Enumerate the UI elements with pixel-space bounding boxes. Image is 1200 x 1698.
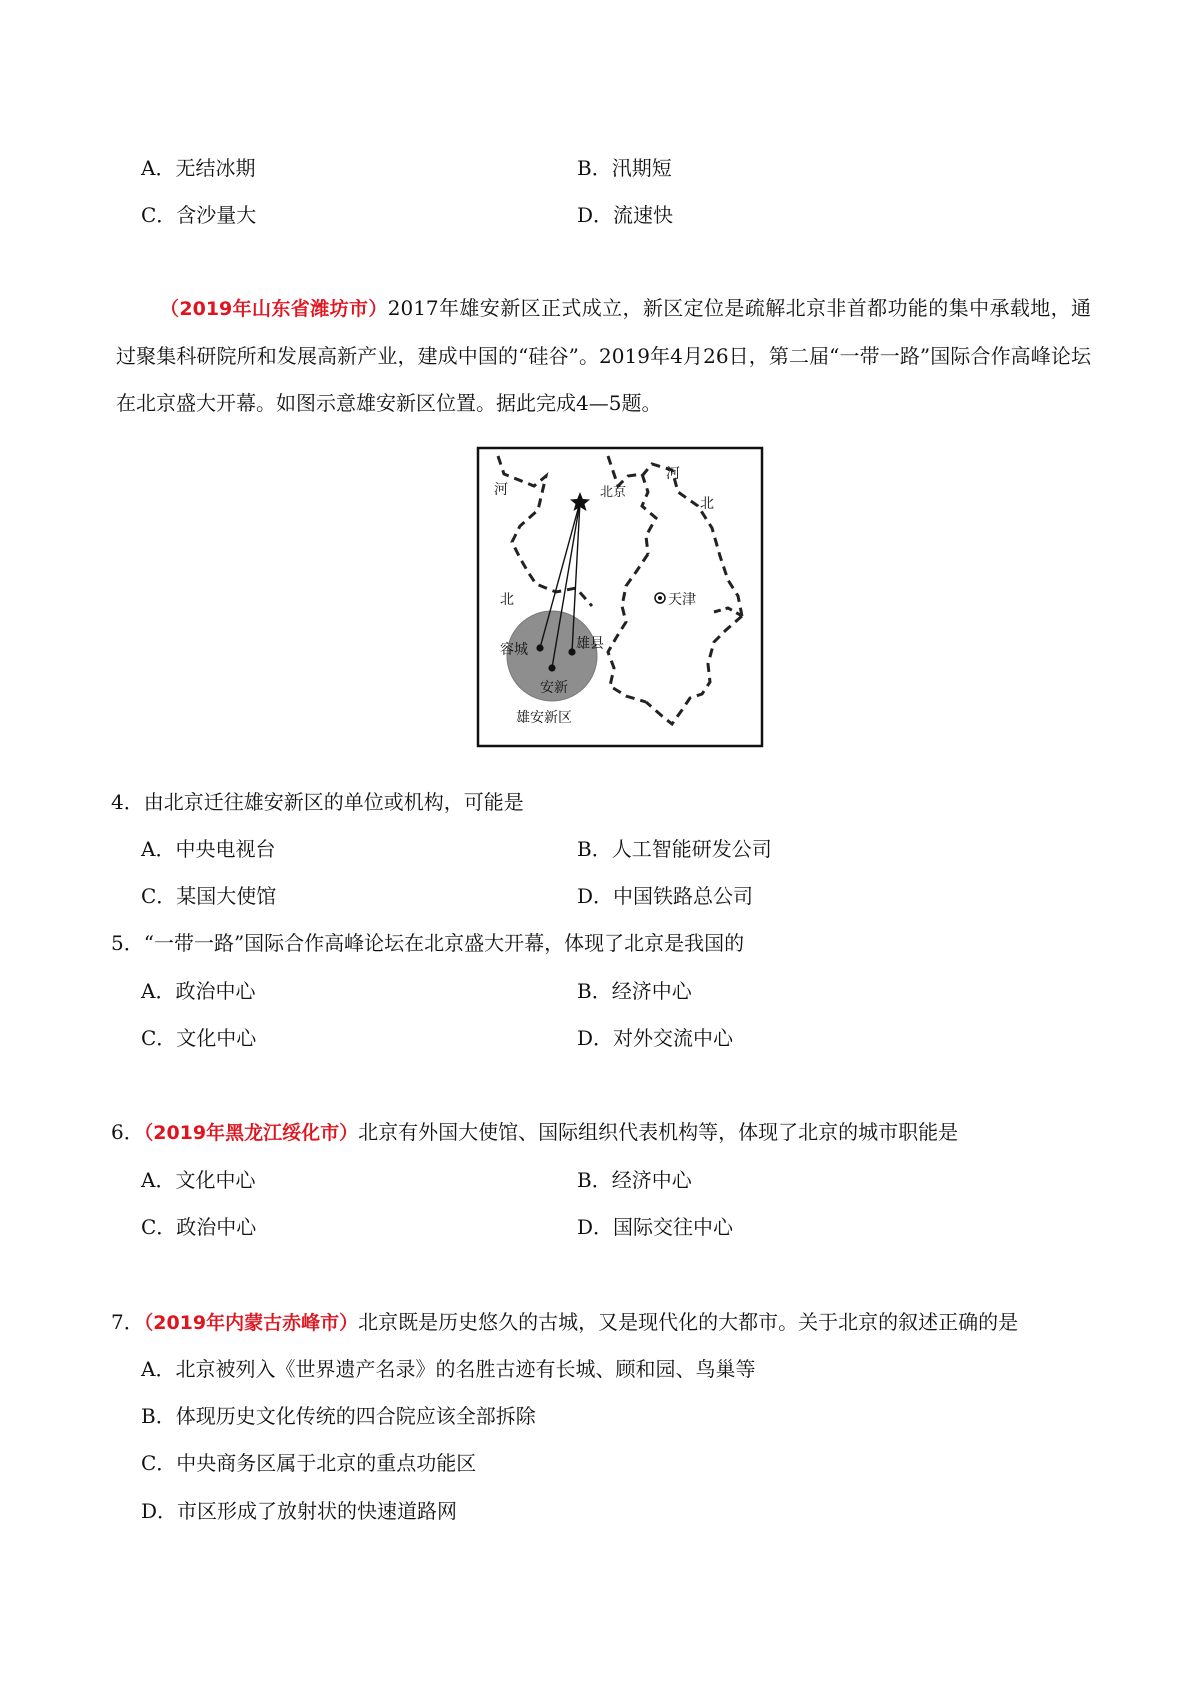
- q7-option-d: D．市区形成了放射状的快速道路网: [141, 1499, 458, 1523]
- map-label-he-west: 河: [494, 482, 508, 498]
- q7-source: （2019年内蒙古赤峰市）: [143, 1312, 359, 1334]
- q6-option-c: C．政治中心: [141, 1215, 257, 1239]
- q3-option-c: C．含沙量大: [141, 203, 257, 227]
- xiongan-location-map: [476, 446, 764, 748]
- map-label-beijing: 北京: [600, 485, 627, 500]
- q6-source: （2019年黑龙江绥化市）: [143, 1122, 359, 1144]
- q3-option-a: A．无结冰期: [141, 156, 256, 180]
- q4-stem: 4．由北京迁往雄安新区的单位或机构，可能是: [111, 790, 524, 814]
- q4-option-d: D．中国铁路总公司: [577, 884, 754, 908]
- q5-option-c: C．文化中心: [141, 1026, 257, 1050]
- map-label-anxin: 安新: [540, 680, 568, 696]
- anxin-dot: [548, 664, 555, 671]
- intro-paragraph: [116, 285, 1091, 427]
- q5-stem: 5．“一带一路”国际合作高峰论坛在北京盛大开幕，体现了北京是我国的: [111, 931, 745, 955]
- map-label-rongcheng: 容城: [500, 642, 528, 658]
- q5-option-a: A．政治中心: [141, 979, 256, 1003]
- q6-option-b: B．经济中心: [577, 1168, 692, 1192]
- q4-option-b: B．人工智能研发公司: [577, 837, 772, 861]
- q7-stem: 北京既是历史悠久的古城，又是现代化的大都市。关于北京的叙述正确的是: [358, 1310, 1019, 1334]
- map-label-bei-west: 北: [500, 592, 514, 608]
- q7-option-a: A．北京被列入《世界遗产名录》的名胜古迹有长城、顾和园、鸟巢等: [141, 1357, 756, 1381]
- q7-stem-line: [111, 1308, 1018, 1337]
- q6-stem: 北京有外国大使馆、国际组织代表机构等，体现了北京的城市职能是: [358, 1120, 959, 1144]
- q3-option-d: D．流速快: [577, 203, 674, 227]
- intro-text: 2017年雄安新区正式成立，新区定位是疏解北京非首都功能的集中承载地，通过聚集科研院所和发展高新产业，建成中国的“硅谷”。2019年4月26日，第二届“一带一路”国际合作高峰论坛在北京盛大开幕。如图示意雄安新区位置。据此完成4—5题。: [116, 296, 1091, 415]
- q5-option-b: B．经济中心: [577, 979, 692, 1003]
- q5-option-d: D．对外交流中心: [577, 1026, 734, 1050]
- xiongxian-dot: [568, 648, 575, 655]
- q7-number: 7．: [111, 1310, 144, 1334]
- map-label-xiongxian: 雄县: [576, 636, 604, 652]
- q6-option-d: D．国际交往中心: [577, 1215, 734, 1239]
- map-label-bei-east: 北: [700, 496, 714, 512]
- q4-option-a: A．中央电视台: [141, 837, 276, 861]
- q7-option-c: C．中央商务区属于北京的重点功能区: [141, 1451, 477, 1475]
- intro-source: （2019年山东省潍坊市）: [160, 298, 388, 320]
- q6-option-a: A．文化中心: [141, 1168, 256, 1192]
- q6-number: 6．: [111, 1120, 144, 1144]
- q4-option-c: C．某国大使馆: [141, 884, 277, 908]
- q3-option-b: B．汛期短: [577, 156, 672, 180]
- map-label-xiongan: 雄安新区: [516, 710, 572, 726]
- rongcheng-dot: [536, 644, 543, 651]
- q7-option-b: B．体现历史文化传统的四合院应该全部拆除: [141, 1404, 536, 1428]
- map-label-he-east: 河: [666, 466, 680, 482]
- q6-stem-line: [111, 1118, 958, 1147]
- map-label-tianjin: 天津: [668, 592, 696, 608]
